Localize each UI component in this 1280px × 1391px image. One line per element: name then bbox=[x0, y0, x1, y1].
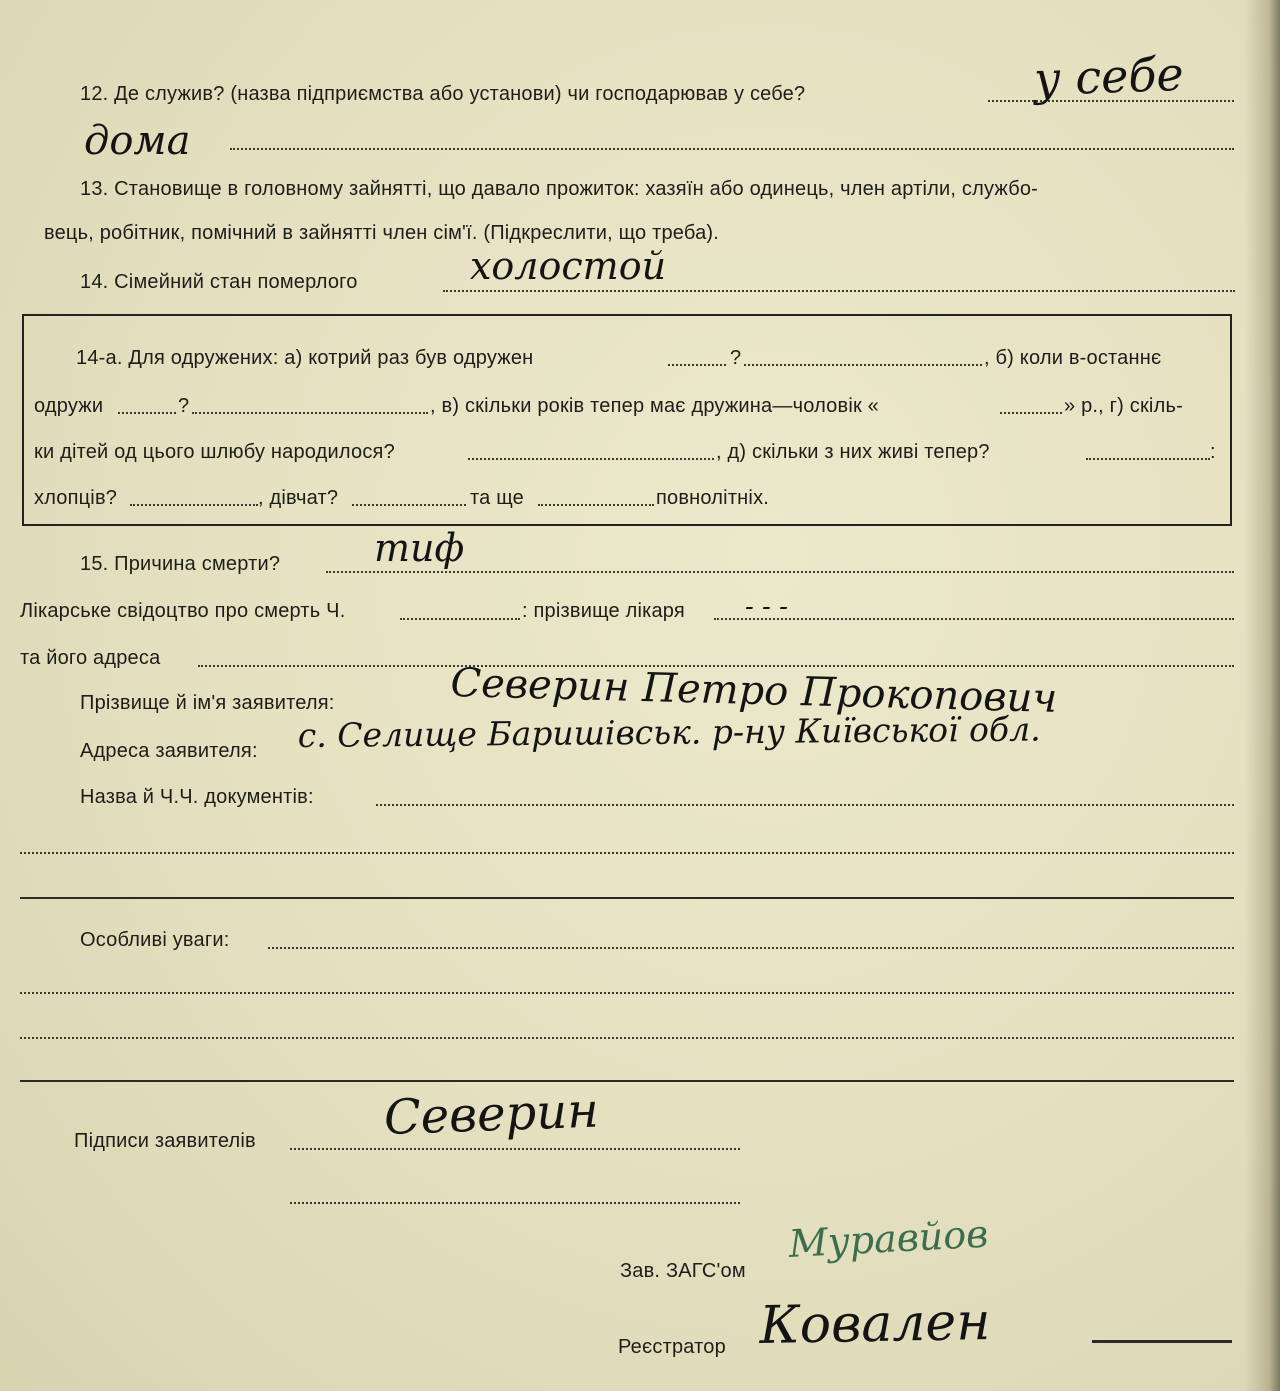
q14-handwritten-answer: холостой bbox=[470, 244, 667, 288]
q14-label: 14. Сімейний стан померлого bbox=[80, 271, 358, 293]
q14a-fill-7 bbox=[1086, 458, 1210, 460]
section-rule-1 bbox=[20, 897, 1234, 899]
section-rule-2 bbox=[20, 1080, 1234, 1082]
q14a-fill-8 bbox=[130, 504, 258, 506]
q14a-fill-3 bbox=[118, 412, 176, 414]
q14a-qmark-2: ? bbox=[178, 395, 190, 417]
q14a-fill-4 bbox=[192, 412, 428, 414]
q12-handwritten-answer: у себе bbox=[1033, 46, 1185, 106]
applicant-address-label: Адреса заявителя: bbox=[80, 740, 258, 762]
applicant-signature: Северин bbox=[383, 1082, 600, 1146]
medical-cert-fill bbox=[400, 618, 520, 620]
q14a-fill-9 bbox=[352, 504, 466, 506]
q15-label: 15. Причина смерти? bbox=[80, 553, 281, 575]
q14a-line4-more: та ще bbox=[470, 487, 524, 509]
documents-fill bbox=[376, 804, 1234, 806]
q15-fill-line bbox=[326, 571, 1234, 573]
documents-label: Назва й Ч.Ч. документів: bbox=[80, 786, 314, 808]
applicants-signature-fill-2 bbox=[290, 1202, 740, 1204]
doctor-handwritten-dashes: - - - bbox=[745, 592, 788, 622]
q14a-line1-text-b: , б) коли в-останнє bbox=[984, 347, 1162, 369]
zags-head-label: Зав. ЗАГС'ом bbox=[620, 1260, 746, 1282]
q14a-line3-text: ки дітей од цього шлюбу народилося? bbox=[34, 441, 395, 463]
q14a-colon: : bbox=[1210, 441, 1216, 463]
q14a-line4-adults: повнолітніх. bbox=[656, 487, 770, 509]
doctor-fill bbox=[714, 618, 1234, 620]
q14a-fill-5 bbox=[1000, 412, 1062, 414]
q14a-fill-10 bbox=[538, 504, 654, 506]
q14a-line2-text-c: » р., г) скіль- bbox=[1064, 395, 1183, 417]
q12-fill-line-2 bbox=[230, 148, 1234, 150]
doctor-label: : прізвище лікаря bbox=[522, 600, 685, 622]
q14a-line1-text: 14-а. Для одружених: а) котрий раз був одружен bbox=[76, 347, 534, 369]
doctor-address-label: та його адреса bbox=[20, 647, 161, 669]
q14a-qmark-1: ? bbox=[730, 347, 742, 369]
applicant-address-handwritten: с. Селище Баришівськ. р-ну Київської обл. bbox=[297, 709, 1041, 755]
notes-fill-3 bbox=[20, 1037, 1234, 1039]
applicant-name-label: Прізвище й ім'я заявителя: bbox=[80, 692, 335, 714]
notes-fill-2 bbox=[20, 992, 1234, 994]
q14a-fill-2 bbox=[744, 364, 982, 366]
notes-label: Особливі уваги: bbox=[80, 929, 230, 951]
q13-line2: вець, робітник, помічний в зайнятті член сім'ї. (Підкреслити, що треба). bbox=[44, 222, 720, 244]
married-info-box bbox=[22, 314, 1232, 526]
q14a-line4-boys: хлопців? bbox=[34, 487, 118, 509]
registrar-label: Реєстратор bbox=[618, 1336, 726, 1358]
applicants-signature-label: Підписи заявителів bbox=[74, 1130, 256, 1152]
q14a-line2-text: одружи bbox=[34, 395, 104, 417]
q14-fill-line bbox=[443, 290, 1235, 292]
q14a-line3-text-b: , д) скільки з них живі тепер? bbox=[716, 441, 990, 463]
q14a-line2-text-b: , в) скільки років тепер має дружина—чоловік « bbox=[430, 395, 879, 417]
zags-head-signature: Муравйов bbox=[787, 1211, 990, 1266]
q15-handwritten-answer: тиф bbox=[374, 526, 465, 570]
q14a-fill-6 bbox=[468, 458, 714, 460]
applicant-name-handwritten: Северин Петро Прокопович bbox=[450, 660, 1058, 722]
registrar-signature-tail bbox=[1092, 1340, 1232, 1343]
q14a-fill-1 bbox=[668, 364, 726, 366]
q12-label: 12. Де служив? (назва підприємства або установи) чи господарював у себе? bbox=[80, 83, 806, 105]
q14a-line4-girls: , дівчат? bbox=[258, 487, 339, 509]
q12-handwritten-answer-cont: дома bbox=[84, 118, 191, 164]
q13-line1: 13. Становище в головному зайнятті, що давало прожиток: хазяїн або одинець, член артіли, службо- bbox=[80, 178, 1039, 200]
medical-cert-label: Лікарське свідоцтво про смерть Ч. bbox=[20, 600, 346, 622]
registrar-signature: Ковален bbox=[758, 1291, 991, 1356]
notes-fill bbox=[268, 947, 1234, 949]
documents-fill-2 bbox=[20, 852, 1234, 854]
applicants-signature-fill bbox=[290, 1148, 740, 1150]
page-edge-shadow bbox=[1244, 0, 1280, 1391]
